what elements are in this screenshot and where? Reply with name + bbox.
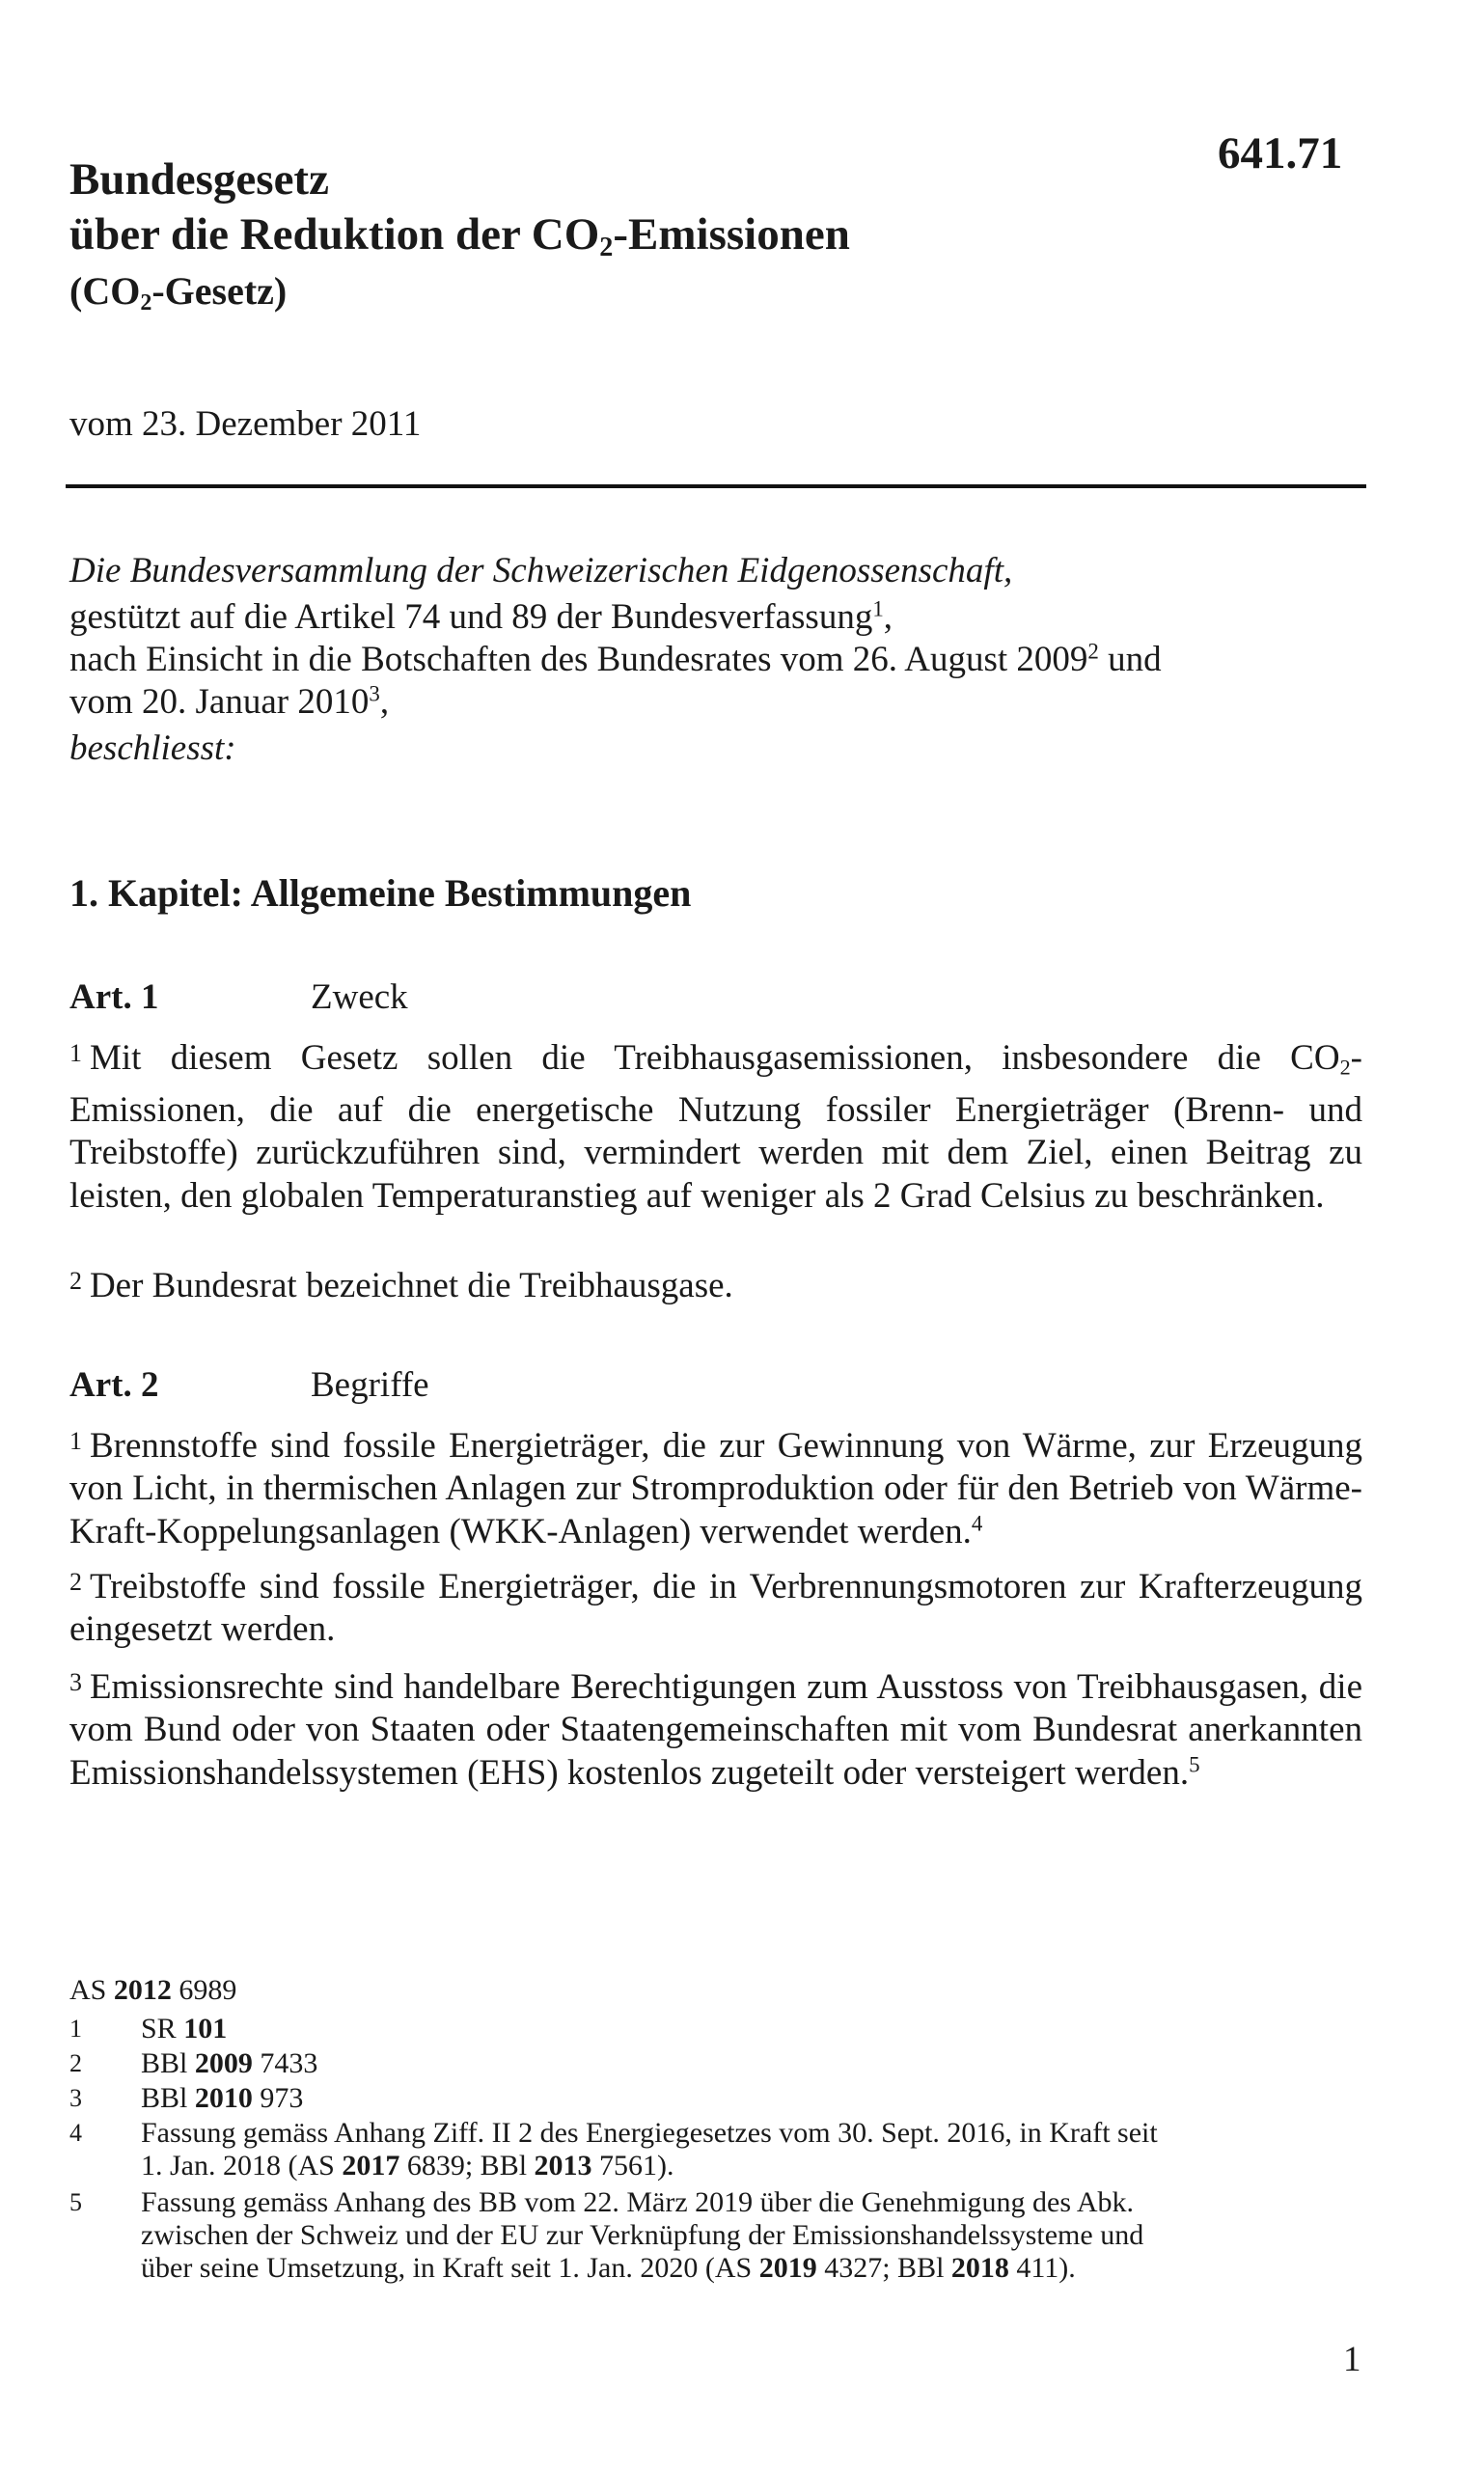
article-2-title: Begriffe (311, 1365, 429, 1405)
article-2-paragraph-3: $^3$ Emissionsrechte sind handelbare Berechtigungen zum Ausstoss von Treibhausgasen, die vom Bund oder von Staaten oder Staatengemeinschaften mit vom Bundesrat anerkannten Emissionshandelssystemen (EHS) kostenlos zugeteilt oder versteigert werden.$^5$ (69, 1666, 1362, 1793)
preamble-line-5: beschliesst: (69, 728, 236, 768)
footnote-3: 3 BBl 2010 973 (69, 2082, 304, 2114)
article-2-paragraph-2: $^2$ Treibstoffe sind fossile Energieträger, die in Verbrennungsmotoren zur Krafterzeugung eingesetzt werden. (69, 1566, 1362, 1650)
footnote-4: 4 Fassung gemäss Anhang Ziff. II 2 des Energiegesetzes vom 30. Sept. 2016, in Kraft seit 1. Jan. 2018 (AS 2017 6839; BBl 2013 7561). (69, 2117, 1158, 2182)
article-1-title: Zweck (311, 977, 408, 1017)
title-line-2: über die Reduktion der $CO_2$-Emissionen (69, 209, 850, 263)
title-divider (66, 484, 1366, 488)
preamble-line-2: gestützt auf die Artikel 74 und 89 der Bundesverfassung$^1$, (69, 596, 893, 637)
law-title (69, 152, 1131, 275)
footnote-1: 1 SR 101 (69, 2013, 228, 2045)
page-number: 1 (1343, 2340, 1361, 2379)
article-1-label: Art. 1 (69, 977, 159, 1017)
law-short-title: $(CO_2-Gesetz)$ (69, 269, 288, 316)
article-2-label: Art. 2 (69, 1365, 159, 1405)
footnote-2: 2 BBl 2009 7433 (69, 2047, 318, 2079)
sr-number: 641.71 (1218, 128, 1343, 178)
enactment-date: vom 23. Dezember 2011 (69, 404, 422, 444)
preamble-line-4: vom 20. Januar 2010$^3$, (69, 681, 390, 722)
preamble-line-1: Die Bundesversammlung der Schweizerischen Eidgenossenschaft, (69, 551, 1013, 590)
official-compilation-ref: AS 2012 6989 (69, 1974, 237, 2006)
chapter-heading: 1. Kapitel: Allgemeine Bestimmungen (69, 871, 692, 915)
preamble-line-3: nach Einsicht in die Botschaften des Bundesrates vom 26. August 2009$^2$ und (69, 639, 1162, 679)
footnote-5: 5 Fassung gemäss Anhang des BB vom 22. März 2019 über die Genehmigung des Abk. zwischen der Schweiz und der EU zur Verknüpfung der Emissionshandelssysteme und über seine Umsetzung, in Kraft seit 1. Jan. 2020 (AS 2019 4327; BBl 2018 411). (69, 2186, 1144, 2284)
article-2-paragraph-1: $^1$ Brennstoffe sind fossile Energieträger, die zur Gewinnung von Wärme, zur Erzeugung von Licht, in thermischen Anlagen zur Stromproduktion oder für den Betrieb von Wärme-Kraft-Koppelungsanlagen (WKK-Anlagen) verwendet werden.$^4$ (69, 1425, 1362, 1551)
preamble (69, 550, 1362, 770)
title-line-1: Bundesgesetz (69, 154, 329, 205)
article-1-paragraph-1: $^1$ Mit diesem Gesetz sollen die Treibhausgasemissionen, insbesondere die $CO_2$-Emissionen, die auf die energetische Nutzung fossiler Energieträger (Brenn- und Treibstoffe) zurückzuführen sind, vermindert werden mit dem Ziel, einen Beitrag zu leisten, den globalen Temperaturanstieg auf weniger als 2 Grad Celsius zu beschränken. (69, 1037, 1362, 1216)
article-1-paragraph-2: $^2$ Der Bundesrat bezeichnet die Treibhausgase. (69, 1265, 733, 1305)
